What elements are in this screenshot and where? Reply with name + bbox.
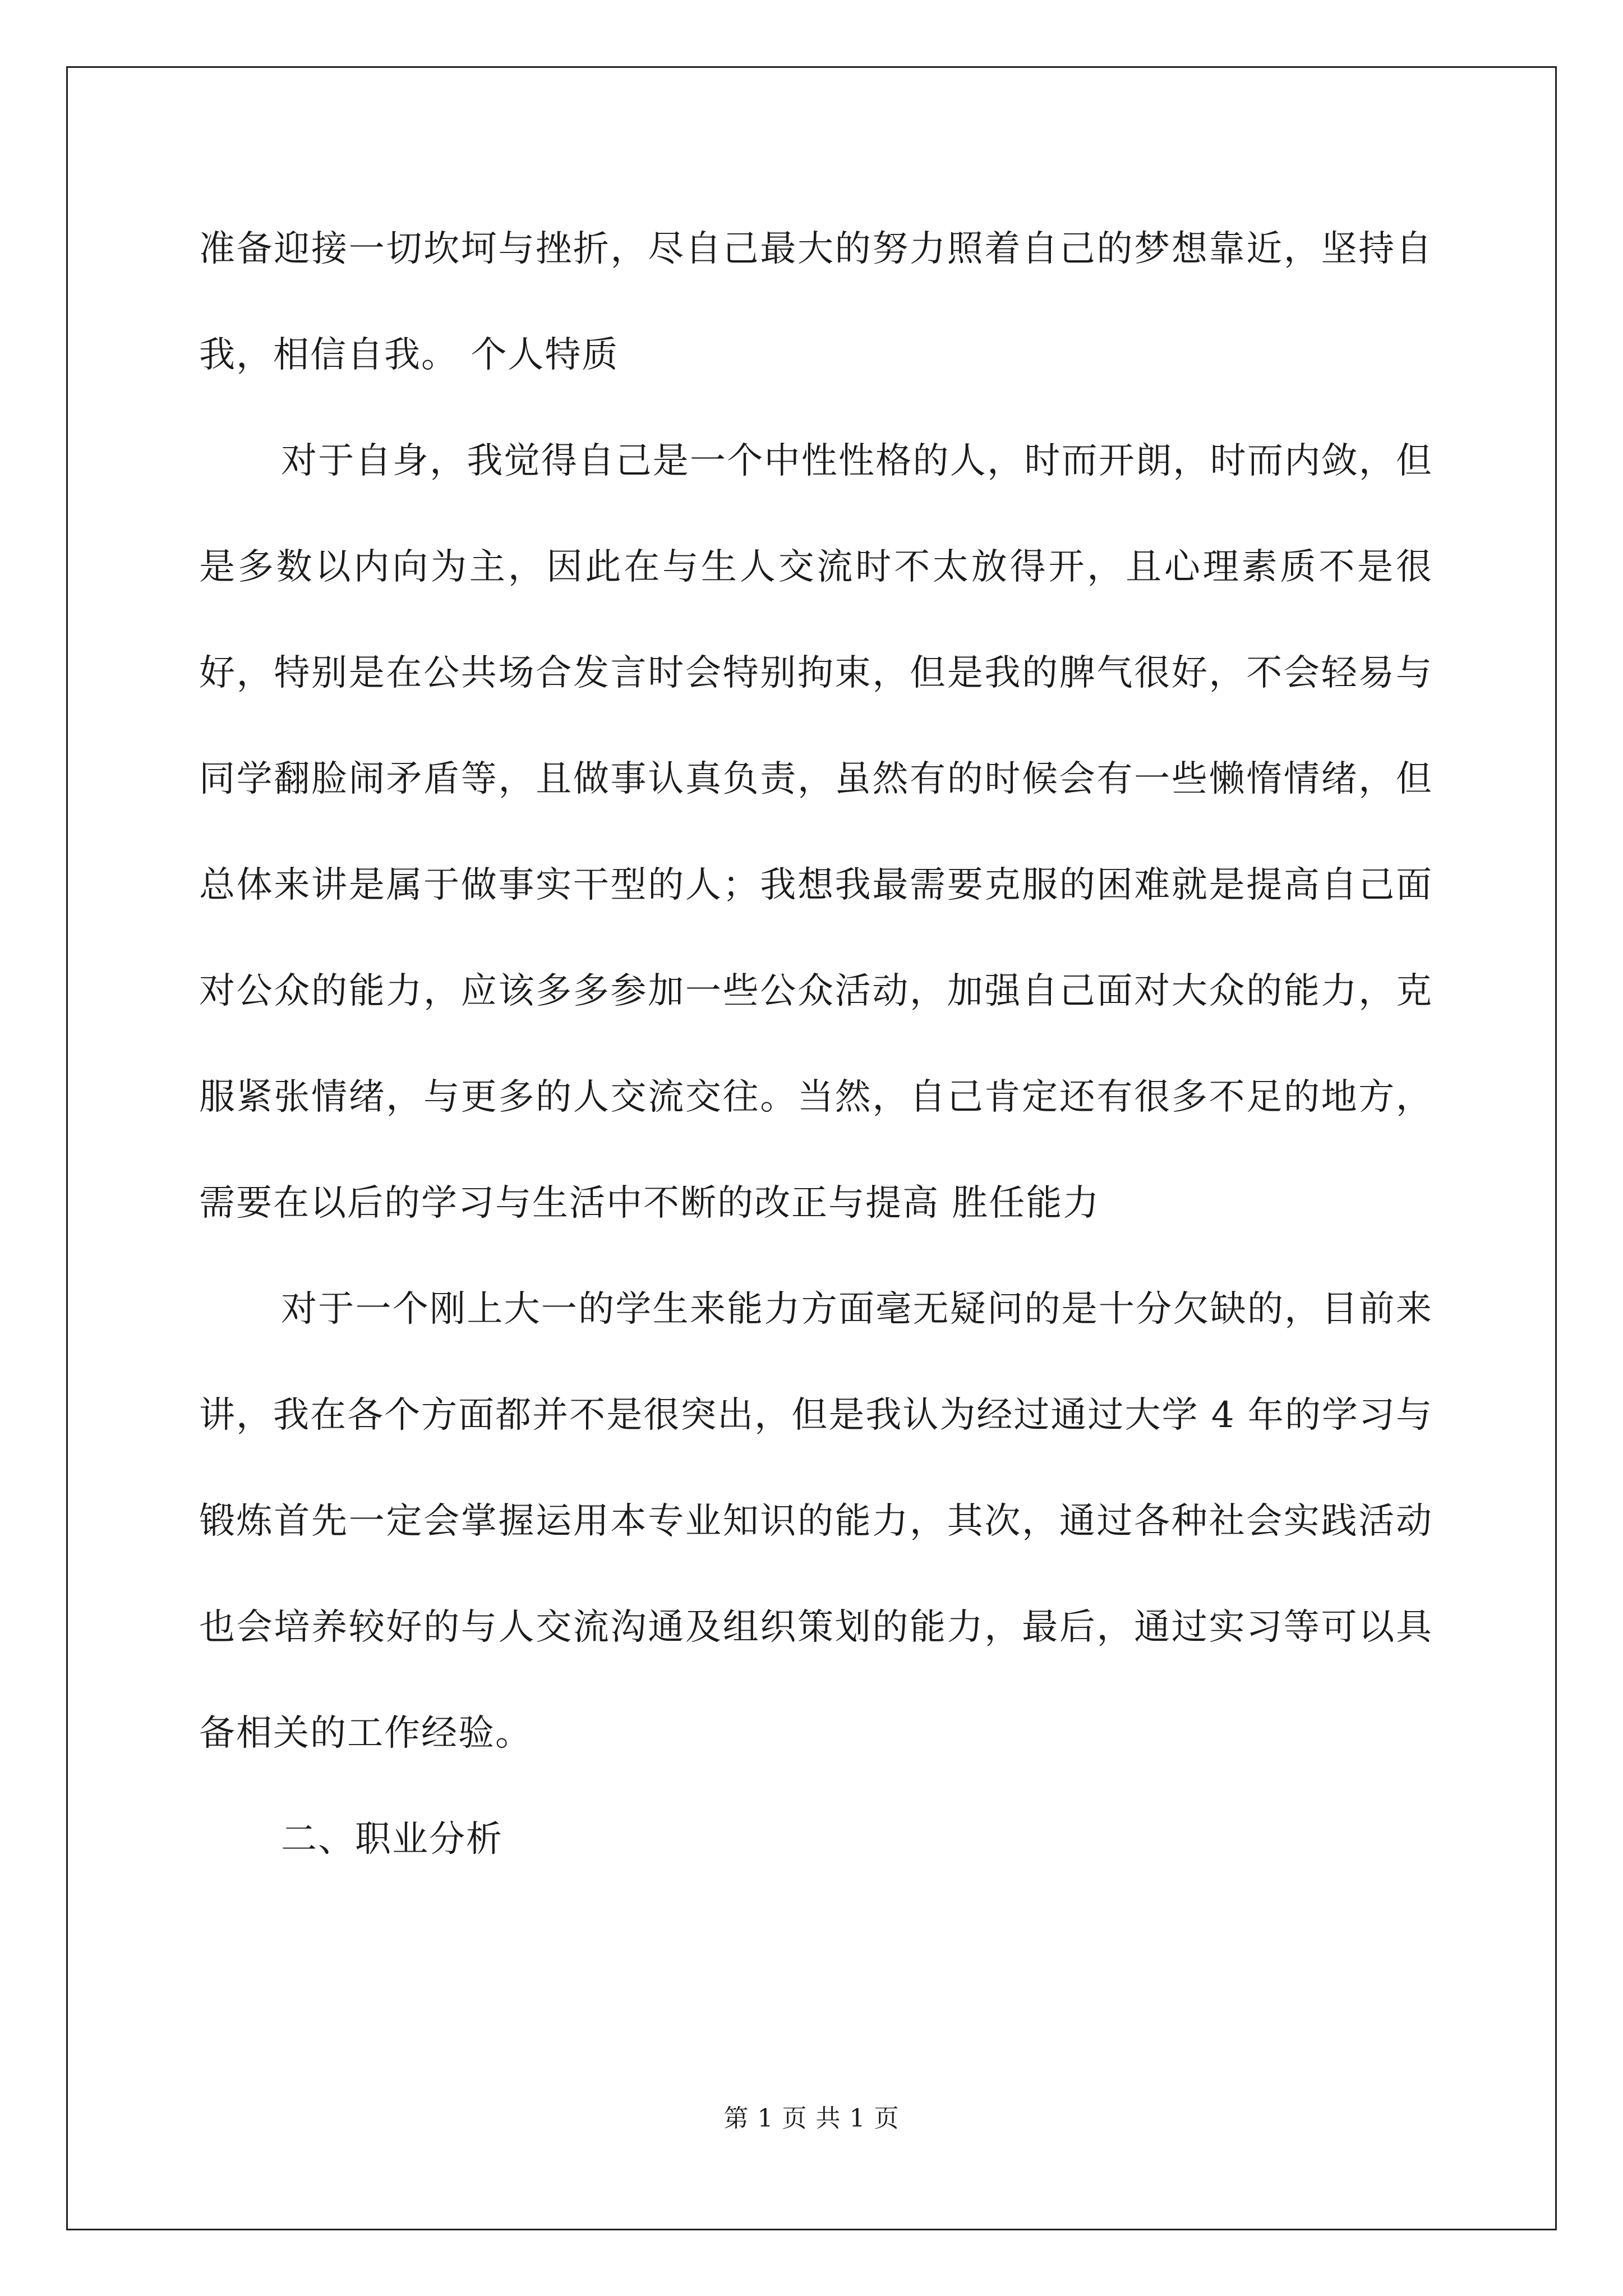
section-heading-career-analysis: 二、职业分析 — [281, 1819, 503, 1860]
paragraph-competence: 对于一个刚上大一的学生来能力方面毫无疑问的是十分欠缺的，目前来讲，我在各个方面都并不是很突出，但是我认为经过通过大学 4 年的学习与锻炼首先一定会掌握运用本专业知识的能力，其次，通过各种社会实践活动也会培养较好的与人交流沟通及组织策划的能力，最后，通过实习等可以具备相关的工作经验。 — [199, 1289, 1433, 1754]
page-number-footer: 第 1 页 共 1 页 — [723, 2104, 900, 2133]
paragraph-personal-traits: 对于自身，我觉得自己是一个中性性格的人，时而开朗，时而内敛，但是多数以内向为主，因此在与生人交流时不太放得开，且心理素质不是很好，特别是在公共场合发言时会特别拘束，但是我的脾气很好，不会轻易与同学翻脸闹矛盾等，且做事认真负责，虽然有的时候会有一些懒惰情绪，但总体来讲是属于做事实干型的人；我想我最需要克服的困难就是提高自己面对公众的能力，应该多多参加一些公众活动，加强自己面对大众的能力，克服紧张情绪，与更多的人交流交往。当然，自己肯定还有很多不足的地方，需要在以后的学习与生活中不断的改正与提高 胜任能力 — [199, 440, 1433, 1224]
document-body — [199, 196, 1433, 1893]
paragraph-intro: 准备迎接一切坎坷与挫折，尽自己最大的努力照着自己的梦想靠近，坚持自我，相信自我。 个人特质 — [199, 228, 1433, 376]
